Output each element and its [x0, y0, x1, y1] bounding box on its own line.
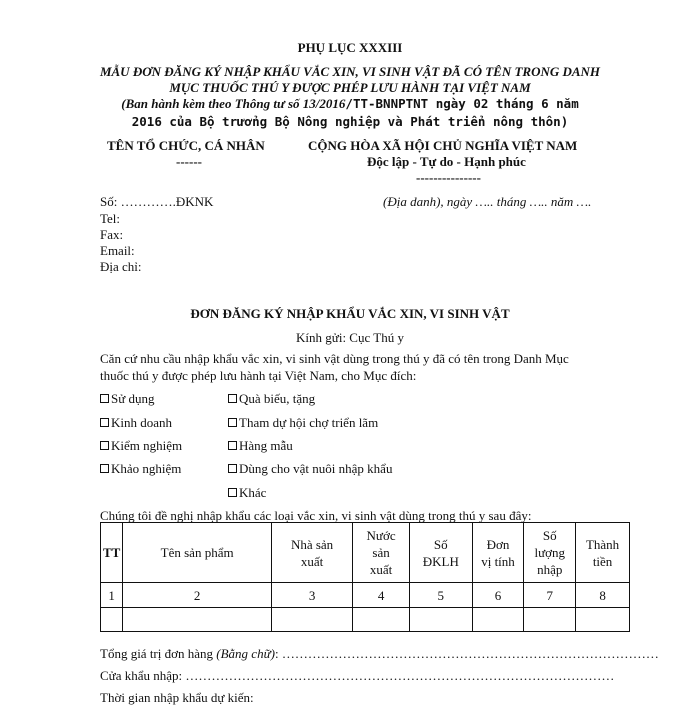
checkbox-icon[interactable] [100, 394, 109, 403]
table-cell[interactable] [123, 608, 272, 632]
basis-text-line1: Căn cứ nhu cầu nhập khẩu vắc xin, vi sinh vật dùng trong thú y đã có tên trong Danh Mục [100, 351, 569, 366]
purpose-option[interactable]: Dùng cho vật nuôi nhập khẩu [228, 461, 392, 477]
checkbox-icon[interactable] [228, 441, 237, 450]
purpose-option[interactable]: Kinh doanh [100, 415, 172, 431]
table-cell[interactable] [524, 608, 576, 632]
form-template-title-line2: MỤC THUỐC THÚ Y ĐƯỢC PHÉP LƯU HÀNH TẠI VIỆT NAM [169, 80, 531, 95]
place-date: (Địa danh), ngày ….. tháng ….. năm …. [383, 194, 592, 209]
table-header-row [101, 523, 630, 583]
checkbox-icon[interactable] [228, 394, 237, 403]
purpose-option[interactable]: Hàng mẫu [228, 438, 293, 454]
tel-label: Tel: [100, 211, 121, 226]
header-cell: Tên sản phẩm [123, 523, 272, 583]
purpose-option[interactable]: Kiểm nghiệm [100, 438, 182, 454]
table-cell: 4 [353, 583, 410, 608]
header-cell: TT [101, 523, 123, 583]
table-cell[interactable] [472, 608, 524, 632]
document-number: Số: ………….ĐKNK [100, 194, 214, 209]
table-cell: 1 [101, 583, 123, 608]
product-table [100, 522, 630, 632]
checkbox-icon[interactable] [228, 464, 237, 473]
header-cell: Số lượng nhập [524, 523, 576, 583]
table-cell[interactable] [576, 608, 630, 632]
border-gate-line: Cửa khẩu nhập: ……………………………………………………………………………………… [100, 668, 615, 683]
issuance-note-line2: 2016 của Bộ trưởng Bộ Nông nghiệp và Phát triển nông thôn) [131, 114, 569, 129]
nation-separator: --------------- [416, 170, 481, 185]
address-label: Địa chỉ: [100, 259, 142, 274]
checkbox-icon[interactable] [100, 441, 109, 450]
table-cell: 5 [409, 583, 472, 608]
table-cell: 8 [576, 583, 630, 608]
issuance-note-part2: /TT-BNNPTNT ngày 02 tháng 6 năm [345, 96, 579, 111]
fax-label: Fax: [100, 227, 124, 242]
checkbox-icon[interactable] [100, 418, 109, 427]
email-label: Email: [100, 243, 135, 258]
form-template-title-line1: MẪU ĐƠN ĐĂNG KÝ NHẬP KHẨU VẮC XIN, VI SINH VẬT ĐÃ CÓ TÊN TRONG DANH [99, 64, 601, 79]
table-row [101, 583, 630, 608]
header-cell: Nước sản xuất [353, 523, 410, 583]
header-cell: Nhà sản xuất [271, 523, 352, 583]
organization-separator: ------ [176, 154, 202, 169]
issuance-note-line1 [0, 96, 700, 112]
total-value-line [100, 646, 659, 662]
purpose-option[interactable]: Tham dự hội chợ triển lãm [228, 415, 378, 431]
table-cell: 3 [271, 583, 352, 608]
purpose-option[interactable]: Khác [228, 485, 266, 501]
table-cell: 6 [472, 583, 524, 608]
total-value-label: Tổng giá trị đơn hàng [100, 646, 214, 661]
organization-name: TÊN TỔ CHỨC, CÁ NHÂN [107, 138, 265, 153]
header-cell: Thành tiền [576, 523, 630, 583]
basis-text-line2: thuốc thú y được phép lưu hành tại Việt Nam, cho Mục đích: [100, 368, 417, 383]
table-cell: 2 [123, 583, 272, 608]
request-text: Chúng tôi đề nghị nhập khẩu các loại vắc xin, vi sinh vật dùng trong thú y sau đây: [100, 508, 532, 523]
checkbox-icon[interactable] [100, 464, 109, 473]
table-row [101, 608, 630, 632]
checkbox-icon[interactable] [228, 488, 237, 497]
table-cell[interactable] [271, 608, 352, 632]
recipient: Kính gửi: Cục Thú y [296, 330, 404, 345]
import-time-line: Thời gian nhập khẩu dự kiến: [100, 690, 254, 705]
header-cell: Đơn vị tính [472, 523, 524, 583]
nation-name: CỘNG HÒA XÃ HỘI CHỦ NGHĨA VIỆT NAM [308, 138, 578, 153]
issuance-note-part1: (Ban hành kèm theo Thông tư số 13/2016 [121, 96, 346, 111]
table-cell: 7 [524, 583, 576, 608]
purpose-option[interactable]: Khảo nghiệm [100, 461, 181, 477]
table-cell[interactable] [101, 608, 123, 632]
checkbox-icon[interactable] [228, 418, 237, 427]
form-title: ĐƠN ĐĂNG KÝ NHẬP KHẨU VẮC XIN, VI SINH VẬT [190, 306, 510, 321]
purpose-option[interactable]: Sử dụng [100, 391, 155, 407]
table-cell[interactable] [409, 608, 472, 632]
total-value-fill: : …………………………………………………………………………… [275, 646, 659, 661]
header-cell: Số ĐKLH [409, 523, 472, 583]
purpose-option[interactable]: Quà biếu, tặng [228, 391, 315, 407]
total-value-in-words: (Bằng chữ) [216, 646, 275, 661]
appendix-title: PHỤ LỤC XXXIII [297, 40, 403, 55]
table-cell[interactable] [353, 608, 410, 632]
nation-motto: Độc lập - Tự do - Hạnh phúc [367, 154, 526, 169]
